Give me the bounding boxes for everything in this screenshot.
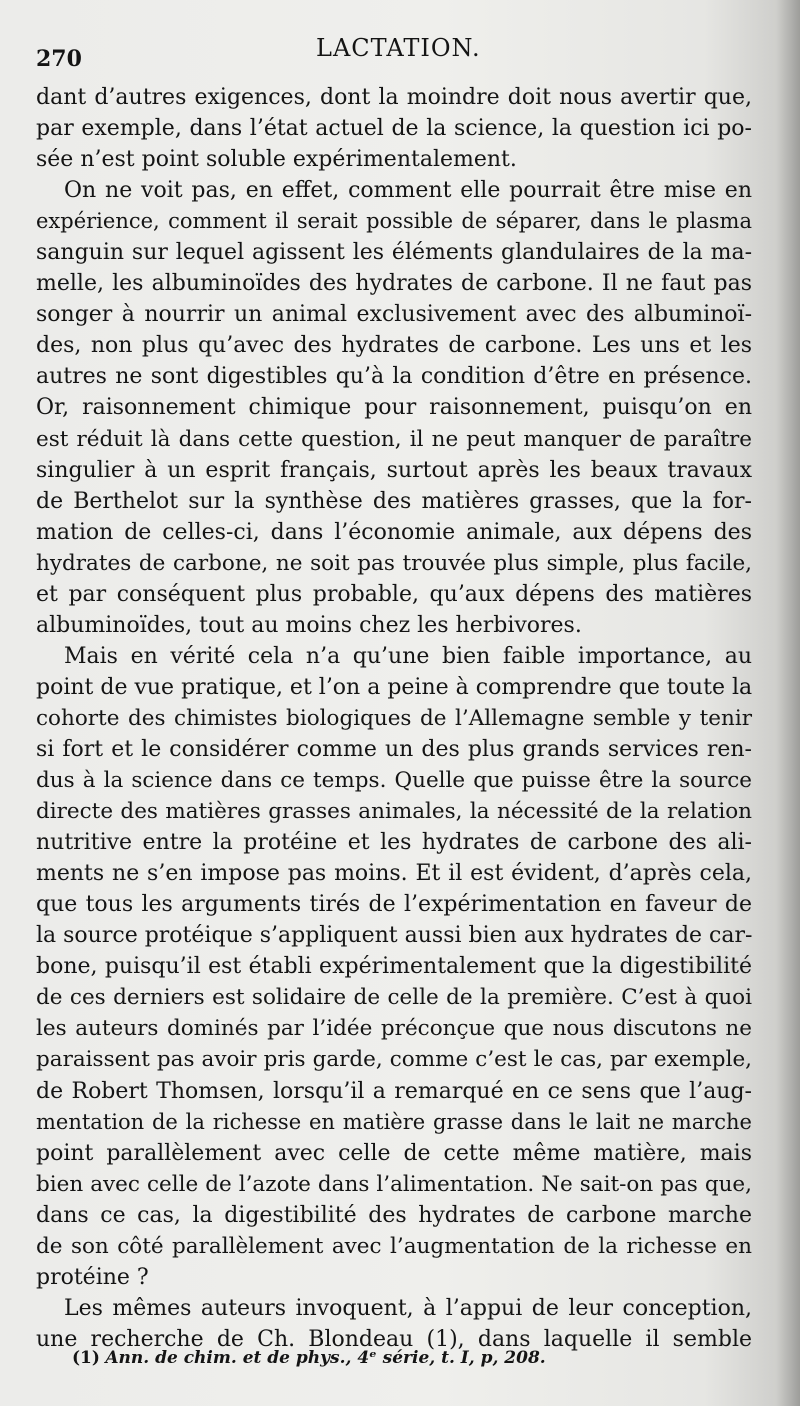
text-line: de ces derniers est solidaire de celle de la première. C’est à quoi [36, 985, 752, 1011]
text-line: des, non plus qu’avec des hydrates de carbone. Les uns et les [36, 333, 752, 359]
text-line: sanguin sur lequel agissent les éléments glandulaires de la ma- [36, 240, 752, 266]
text-line: la source protéique s’appliquent aussi bien aux hydrates de car- [36, 923, 753, 949]
text-line: les auteurs dominés par l’idée préconçue que nous discutons ne [36, 1016, 752, 1042]
body-text [36, 82, 752, 1355]
text-line: de son côté parallèlement avec l’augmentation de la richesse en [36, 1233, 752, 1259]
text-line: une recherche de Ch. Blondeau (1), dans laquelle il semble [36, 1326, 752, 1352]
text-line: bone, puisqu’il est établi expérimentalement que la digestibilité [36, 954, 752, 980]
text-line: Or, raisonnement chimique pour raisonnement, puisqu’on en [36, 395, 752, 421]
page-header [0, 34, 800, 70]
text-line: mation de celles-ci, dans l’économie animale, aux dépens des [36, 519, 752, 545]
text-line: sée n’est point soluble expérimentalement. [36, 147, 517, 173]
text-line: point de vue pratique, et l’on a peine à comprendre que toute la [36, 674, 753, 700]
text-line: singulier à un esprit français, surtout après les beaux travaux [36, 457, 752, 483]
text-line: songer à nourrir un animal exclusivement avec des albuminoï- [36, 302, 752, 328]
text-line: expérience, comment il serait possible de séparer, dans le plasma [36, 209, 752, 234]
text-line: dant d’autres exigences, dont la moindre doit nous avertir que, [36, 85, 752, 110]
text-line: hydrates de carbone, ne soit pas trouvée plus simple, plus facile, [36, 550, 752, 576]
text-line: dans ce cas, la digestibilité des hydrates de carbone marche [36, 1202, 752, 1228]
text-line: par exemple, dans l’état actuel de la science, la question ici po- [36, 116, 752, 142]
text-line: Les mêmes auteurs invoquent, à l’appui de leur conception, [64, 1295, 752, 1321]
text-line: si fort et le considérer comme un des plus grands services ren- [36, 736, 752, 762]
text-line: bien avec celle de l’azote dans l’alimentation. Ne sait-on pas que, [36, 1171, 752, 1197]
text-line: point parallèlement avec celle de cette même matière, mais [36, 1140, 752, 1166]
footnote-citation: Ann. de chim. et de phys., 4ᵉ série, t. I, p, 208. [105, 1348, 546, 1368]
text-line: On ne voit pas, en effet, comment elle pourrait être mise en [64, 178, 752, 204]
text-line: Mais en vérité cela n’a qu’une bien faible importance, au [64, 643, 752, 669]
text-line: de Robert Thomsen, lorsqu’il a remarqué en ce sens que l’aug- [36, 1078, 752, 1104]
text-line: mentation de la richesse en matière grasse dans le lait ne marche [36, 1109, 752, 1134]
text-line: nutritive entre la protéine et les hydrates de carbone des ali- [36, 830, 752, 856]
footnote [72, 1348, 546, 1368]
text-line: que tous les arguments tirés de l’expérimentation en faveur de [36, 892, 752, 918]
text-line: melle, les albuminoïdes des hydrates de carbone. Il ne faut pas [36, 271, 752, 297]
text-line: cohorte des chimistes biologiques de l’Allemagne semble y tenir [36, 705, 752, 731]
text-line: protéine ? [36, 1264, 149, 1290]
text-line: ments ne s’en impose pas moins. Et il est évident, d’après cela, [36, 861, 752, 887]
text-line: dus à la science dans ce temps. Quelle que puisse être la source [36, 768, 752, 794]
footnote-marker: (1) [72, 1348, 100, 1368]
text-line: directe des matières grasses animales, la nécessité de la relation [36, 799, 752, 825]
text-line: autres ne sont digestibles qu’à la condition d’être en présence. [36, 364, 752, 390]
running-title: LACTATION. [316, 34, 481, 62]
text-line: est réduit là dans cette question, il ne peut manquer de paraître [36, 426, 752, 452]
text-line: paraissent pas avoir pris garde, comme c’est le cas, par exemple, [36, 1047, 752, 1073]
text-line: de Berthelot sur la synthèse des matières grasses, que la for- [36, 488, 752, 514]
text-line: albuminoïdes, tout au moins chez les herbivores. [36, 612, 582, 638]
text-line: et par conséquent plus probable, qu’aux dépens des matières [36, 581, 752, 607]
page-number: 270 [36, 46, 82, 72]
